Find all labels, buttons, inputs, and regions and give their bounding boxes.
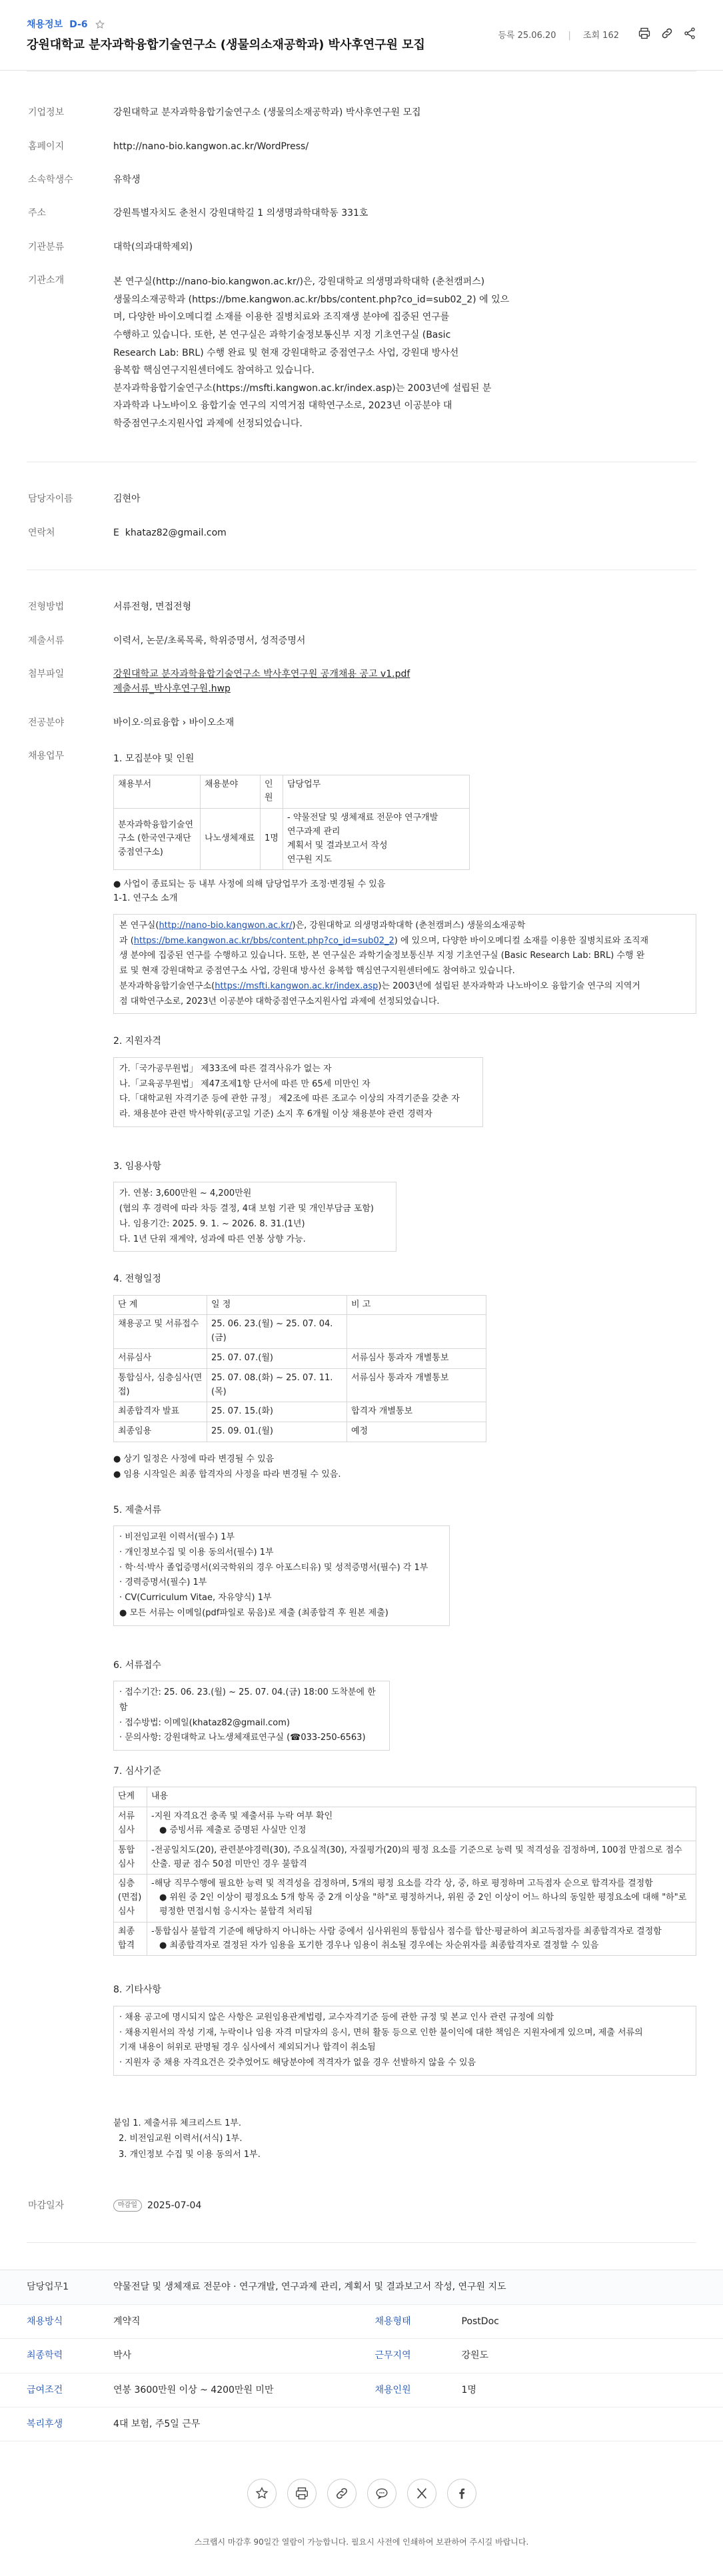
attach-label: 첨부파일: [28, 669, 65, 680]
schedule-note: ● 상기 일정은 사정에 따라 변경될 수 있음: [113, 1454, 275, 1465]
share-bar: [0, 2441, 723, 2536]
attachment-line: 2. 비전임교원 이력서(서식) 1부.: [119, 2134, 243, 2144]
s1-intro-box: [113, 914, 696, 1015]
intro-line: 본 연구실(http://nano-bio.kangwon.ac.kr/)은, 강원대학교 의생명과학대학 (춘천캠퍼스): [113, 276, 485, 288]
s5-box: [113, 1525, 450, 1626]
term-line: 나. 임용기간: 2025. 9. 1. ~ 2026. 8. 31.(1년): [119, 1218, 305, 1229]
table-cell: 합격자 개별통보: [347, 1402, 486, 1422]
intro-line: 융복합 핵심연구지원센터에도 참여하고 있습니다.: [113, 365, 315, 376]
homepage-label: 홈페이지: [28, 141, 65, 152]
term-line: 다. 1년 단위 재계약, 성과에 따른 연봉 상향 가능.: [119, 1234, 306, 1244]
method-label: 전형방법: [28, 602, 65, 613]
x-icon[interactable]: [407, 2479, 436, 2508]
apply-line: · 접수방법: 이메일(khataz82@gmail.com): [119, 1717, 290, 1728]
misc-line: · 채용지원서의 작성 기재, 누락이나 임용 자격 미달자의 응시, 면허 활동 등으로 인한 불이익에 대한 책임은 지원자에게 있으며, 제출 서류의: [119, 2027, 643, 2038]
intro-text: 료 및 현재 강원대학교 중점연구소 사업, 강원대 방사선 융복합 핵심연구지원센터에도 참여하고 있습니다.: [119, 966, 515, 977]
table-row: [114, 1368, 486, 1402]
criteria-table: [113, 1787, 696, 1956]
duty-line: - 약물전달 및 생체재료 전문야 연구개발: [287, 813, 438, 823]
institute-link[interactable]: https://msfti.kangwon.ac.kr/index.asp: [215, 981, 378, 991]
table-row: [114, 1402, 486, 1422]
manager-value: 김현아: [113, 494, 141, 505]
doc-line: ● 모든 서류는 이메일(pdf파일로 묶음)로 제출 (최종합격 후 원본 제출): [119, 1607, 388, 1618]
attachment-line: 3. 개인정보 수집 및 이용 동의서 1부.: [119, 2149, 261, 2160]
count-cell: 1명: [261, 809, 283, 870]
summary-duty-value: 약물전달 및 생체재료 전문야 · 연구개발, 연구과제 관리, 계획서 및 결과보고서 작성, 연구원 지도: [113, 2282, 506, 2293]
term-line: 가. 연봉: 3,600만원 ~ 4,200만원: [119, 1188, 252, 1199]
table-cell: 25. 09. 01.(월): [207, 1422, 347, 1442]
docs-label: 제출서류: [28, 635, 65, 646]
table-cell: 서류심사 통과자 개별통보: [347, 1368, 486, 1402]
summary-form-key: 채용형태: [374, 2316, 411, 2327]
summary-method-value: 계약직: [113, 2316, 141, 2327]
print-icon[interactable]: [287, 2479, 317, 2508]
duties-cell: [283, 809, 470, 870]
intro-text: 점 대학연구소로, 2023년 이공분야 대학중점연구소지원사업 과제에 선정되었습니다.: [119, 996, 440, 1007]
summary-method-key: 채용방식: [27, 2316, 63, 2327]
qual-line: 나.「교육공무원법」 제47조제1항 단서에 따른 만 65세 미만인 자: [119, 1078, 370, 1089]
s1-note: ● 사업이 종료되는 등 내부 사정에 의해 담당업무가 조정·변경될 수 있음: [113, 879, 386, 890]
misc-line: · 채용 공고에 명시되지 않은 사항은 교원임용관계법령, 교수자격기준 등에 관한 규정 및 본교 인사 관련 규정에 의함: [119, 2012, 554, 2022]
table-cell: 채용공고 및 서류접수: [114, 1315, 207, 1349]
duty-line: 연구원 지도: [287, 854, 332, 865]
table-row: [114, 1807, 696, 1841]
intro-line: 생물의소재공학과 (https://bme.kangwon.ac.kr/bbs/content.php?co_id=sub02_2) 에 있으: [113, 294, 510, 305]
intro-text: [113, 273, 696, 432]
link-icon[interactable]: [327, 2479, 357, 2508]
term-line: (협의 후 경력에 따라 차등 결정, 4대 보험 기관 및 개인부담금 포함): [119, 1204, 374, 1214]
type-value: 유학생: [113, 174, 141, 185]
table-cell: 통합심사, 심층심사(면접): [114, 1368, 207, 1402]
lab-link[interactable]: http://nano-bio.kangwon.ac.kr/: [159, 920, 293, 931]
table-header: 비 고: [347, 1295, 486, 1315]
s7-title: 7. 심사기준: [113, 1766, 161, 1777]
summary-region-key: 근무지역: [374, 2350, 411, 2361]
field-value: 바이오·의료융합 › 바이오소재: [113, 717, 235, 728]
s1-table: [113, 775, 470, 871]
intro-text: )은, 강원대학교 의생명과학대학 (춘천캠퍼스) 생물의소재공학: [292, 920, 526, 931]
attachment-line: 붙임 1. 제출서류 체크리스트 1부.: [113, 2118, 242, 2128]
misc-line: 기재 내용이 허위로 판명될 경우 심사에서 제외되거나 합격이 취소됨: [119, 2042, 376, 2053]
intro-line: 자과학과 나노바이오 융합기술 연구의 지역거점 대학연구소로, 2023년 이공분야 대: [113, 400, 452, 412]
s1-sub: 1-1. 연구소 소개: [113, 893, 178, 904]
criteria-line: ● 증빙서류 제출로 증명된 사실만 인정: [159, 1825, 307, 1836]
attachment-link-hwp[interactable]: 제출서류_박사후연구원.hwp: [113, 683, 231, 695]
org-info-section: [27, 72, 696, 462]
table-cell: 최종합격: [114, 1922, 147, 1956]
deadline-tag: 마감일: [113, 2200, 142, 2212]
table-header: 채용분야: [201, 775, 261, 809]
table-row: [114, 1922, 696, 1956]
summary-edu-key: 최종학력: [27, 2350, 63, 2361]
address-value: 강원특별자치도 춘천시 강원대학길 1 의생명과학대학동 331호: [113, 208, 368, 219]
summary-section: [0, 2270, 723, 2441]
share-icon[interactable]: [683, 27, 696, 45]
criteria-line: ● 최종합격자로 결정된 자가 임용을 포기한 경우나 임용이 취소될 경우에는 차순위자를 최종합격자로 결정할 수 있음: [159, 1940, 599, 1950]
table-cell: [347, 1315, 486, 1349]
contact-section: [27, 462, 696, 570]
summary-hire-key: 채용인원: [374, 2384, 411, 2395]
field-cell: 나노생체재료: [201, 809, 261, 870]
table-row: [114, 1349, 486, 1369]
summary-welfare-key: 복리후생: [27, 2418, 63, 2429]
doc-line: · 비전임교원 이력서(필수) 1부: [119, 1532, 235, 1543]
summary-welfare-value: 4대 보험, 주5일 근무: [113, 2418, 201, 2429]
table-header: 채용부서: [114, 775, 201, 809]
facebook-icon[interactable]: [447, 2479, 476, 2508]
table-row: [114, 1841, 696, 1875]
attachment-list: [113, 2116, 696, 2162]
intro-text: 생 분야에 집중된 연구를 수행하고 있습니다. 또한, 본 연구실은 과학기술정보통신부 지정 기초연구실 (Basic Research Lab: BRL) 수행 완: [119, 951, 645, 961]
table-cell: 최종임용: [114, 1422, 207, 1442]
doc-line: · CV(Curriculum Vitae, 자유양식) 1부: [119, 1593, 272, 1603]
doc-line: · 학·석·박사 졸업증명서(외국학위의 경우 아포스티유) 및 성적증명서(필수) 각 1부: [119, 1562, 428, 1573]
intro-line: Research Lab: BRL) 수행 완료 및 현재 강원대학교 중점연구소 사업, 강원대 방사선: [113, 347, 459, 358]
schedule-table: [113, 1295, 486, 1442]
intro-line: 학중점연구소지원사업 과제에 선정되었습니다.: [113, 418, 303, 429]
s3-box: [113, 1182, 396, 1252]
kakao-icon[interactable]: [367, 2479, 396, 2508]
link-icon[interactable]: [660, 27, 674, 45]
intro-line: 며, 다양한 바이오메디컬 소재를 이용한 질병치료와 조직재생 분야에 집중된 연구를: [113, 312, 450, 323]
kind-label: 기관분류: [28, 241, 65, 252]
category-label[interactable]: 채용정보: [27, 19, 63, 30]
summary-region-value: 강원도: [461, 2350, 489, 2361]
duty-label: 채용업무: [28, 751, 65, 762]
intro-text: )는 2003년에 설립된 분자과학과 나노바이오 융합기술 연구의 지역거: [378, 981, 640, 991]
table-header: 담당업무: [283, 775, 470, 809]
table-cell: 25. 07. 08.(화) ~ 25. 07. 11. (목): [207, 1368, 347, 1402]
table-cell: 25. 06. 23.(월) ~ 25. 07. 04.(금): [207, 1315, 347, 1349]
table-header: 일 정: [207, 1295, 347, 1315]
table-cell: 예정: [347, 1422, 486, 1442]
table-header: 단 계: [114, 1295, 207, 1315]
table-cell: 서류심사: [114, 1807, 147, 1841]
table-header: 내용: [147, 1787, 696, 1807]
criteria-line: ● 위원 중 2인 이상이 평정요소 5개 항목 중 2개 이상을 "하"로 평정하거나, 위원 중 2인 이상이 어느 하나의 동일한 평정요소에 대해 "하"로 평정한 면접시험 응시자는 불합격 처리됨: [159, 1893, 687, 1917]
misc-line: · 지원자 중 채용 자격요건은 갖추었어도 해당분야에 적격자가 없을 경우 선발하지 않을 수 있음: [119, 2058, 476, 2068]
recruit-section: [27, 570, 696, 2243]
table-cell: 통합심사: [114, 1841, 147, 1875]
table-row: [114, 1315, 486, 1349]
kind-value: 대학(의과대학제외): [113, 241, 193, 252]
table-cell: 25. 07. 07.(월): [207, 1349, 347, 1369]
intro-text: 본 연구실(: [119, 920, 159, 931]
qual-line: 라. 채용분야 관련 박사학위(공고일 기준) 소지 후 6개월 이상 채용분야 관련 경력자: [119, 1109, 432, 1120]
view-count: 162: [602, 30, 619, 41]
criteria-line: -해당 직무수행에 필요한 능력 및 적격성을 검정하며, 5개의 평정 요소를 각각 상, 중, 하로 평정하며 고득점자 순으로 합격자를 결정함: [151, 1879, 653, 1889]
duty-line: 계획서 및 결과보고서 작성: [287, 840, 388, 851]
apply-line: · 문의사항: 강원대학교 나노생체재료연구실 (☎033-250-6563): [119, 1733, 366, 1743]
s2-box: [113, 1057, 483, 1127]
criteria-line: -지원 자격요건 충족 및 제출서류 누락 여부 확인: [151, 1811, 333, 1822]
s4-title: 4. 전형일정: [113, 1274, 161, 1285]
table-header: 인원: [261, 775, 283, 809]
table-row: [114, 1875, 696, 1922]
s2-title: 2. 지원자격: [113, 1036, 161, 1047]
email-prefix: E: [113, 527, 119, 538]
intro-line: 분자과학융합기술연구소(https://msfti.kangwon.ac.kr/index.asp)는 2003년에 설립된 분: [113, 382, 492, 394]
deadline-value: 2025-07-04: [147, 2200, 202, 2212]
contact-label: 연락처: [28, 527, 55, 538]
criteria-line: -전공일치도(20), 관련분야경력(30), 주요실적(30), 자질평가(20)의 평정 요소를 기준으로 능력 및 적격성을 검정하며, 100점 만점으로 점수 산출. 평균 점수 50점 미만인 경우 불합격: [151, 1845, 682, 1869]
table-cell: 서류심사 통과자 개별통보: [347, 1349, 486, 1369]
table-cell: 최종합격자 발표: [114, 1402, 207, 1422]
duty-content: [113, 749, 696, 2162]
apply-line: · 접수기간: 25. 06. 23.(월) ~ 25. 07. 04.(금) 18:00 도착분에 한함: [119, 1687, 376, 1713]
summary-pay-key: 급여조건: [27, 2384, 63, 2395]
print-icon[interactable]: [638, 27, 651, 45]
post-body: [27, 71, 696, 2243]
qual-line: 다.「대학교원 자격기준 등에 관한 규정」 제2조에 따른 조교수 이상의 자격기준을 갖춘 자: [119, 1094, 460, 1104]
s6-title: 6. 서류접수: [113, 1659, 161, 1671]
footer-note: 스크랩시 마감후 90일간 열람이 가능합니다. 필요시 사전에 인쇄하여 보관하여 주시길 바랍니다.: [194, 2537, 529, 2547]
dday-badge: D-6: [69, 19, 88, 30]
star-icon[interactable]: [95, 19, 105, 30]
summary-hire-value: 1명: [461, 2384, 476, 2395]
intro-text: 분자과학융합기술연구소(: [119, 981, 215, 991]
manager-label: 담당자이름: [28, 494, 73, 505]
table-header: 단계: [114, 1787, 147, 1807]
post-header: [0, 0, 723, 71]
criteria-line: -통합심사 불합격 기준에 해당하지 아니하는 사람 중에서 심사위원의 통합심사 점수를 합산·평균하여 최고득점자를 최종합격자로 결정함: [151, 1926, 662, 1936]
org-label: 기업정보: [28, 107, 65, 119]
dept-cell: 분자과학융합기술연구소 (한국연구재단 중점연구소): [114, 809, 201, 870]
doc-line: · 개인정보수집 및 이용 동의서(필수) 1부: [119, 1547, 274, 1557]
intro-text: 과 (: [119, 935, 134, 946]
duty-line: 연구과제 관리: [287, 827, 341, 837]
s3-title: 3. 임용사항: [113, 1160, 161, 1172]
type-label: 소속학생수: [28, 174, 73, 185]
summary-form-value: PostDoc: [461, 2316, 499, 2327]
table-cell: 서류심사: [114, 1349, 207, 1369]
attachment-link-pdf[interactable]: 강원대학교 분자과학융합기술연구소 박사후연구원 공개채용 공고 v1.pdf: [113, 669, 410, 680]
reg-label: 등록: [498, 30, 515, 41]
schedule-note: ● 임용 시작일은 최종 합격자의 사정을 따라 변경될 수 있음.: [113, 1470, 341, 1480]
summary-duty-key: 담당업무1: [27, 2282, 69, 2293]
docs-value: 이력서, 논문/초록목록, 학위증명서, 성적증명서: [113, 635, 306, 646]
view-label: 조회: [582, 30, 600, 41]
table-row: [114, 1422, 486, 1442]
dept-link[interactable]: https://bme.kangwon.ac.kr/bbs/content.php?co_id=sub02_2: [133, 935, 394, 946]
email-value[interactable]: khataz82@gmail.com: [125, 527, 227, 538]
summary-pay-value: 연봉 3600만원 이상 ~ 4200만원 미만: [113, 2384, 274, 2395]
deadline-label: 마감일자: [28, 2200, 65, 2212]
page-title: 강원대학교 분자과학융합기술연구소 (생물의소재공학과) 박사후연구원 모집: [27, 38, 425, 53]
s6-box: [113, 1681, 390, 1751]
homepage-value[interactable]: http://nano-bio.kangwon.ac.kr/WordPress/: [113, 141, 309, 152]
method-value: 서류전형, 면접전형: [113, 602, 192, 613]
address-label: 주소: [28, 208, 47, 219]
s1-title: 1. 모집분야 및 인원: [113, 753, 195, 765]
field-label: 전공분야: [28, 717, 65, 728]
star-icon[interactable]: [247, 2479, 277, 2508]
summary-edu-value: 박사: [113, 2350, 132, 2361]
s8-box: [113, 2006, 696, 2076]
intro-line: 수행하고 있습니다. 또한, 본 연구실은 과학기술정보통신부 지정 기초연구실 (Basic: [113, 329, 451, 340]
qual-line: 가.「국가공무원법」 제33조에 따른 결격사유가 없는 자: [119, 1063, 332, 1074]
post-meta: 등록 25.06.20 | 조회 162: [498, 27, 696, 45]
s8-title: 8. 기타사항: [113, 1984, 161, 1996]
intro-text: ) 에 있으며, 다양한 바이오메디컬 소재를 이용한 질병치료와 조직재: [394, 935, 649, 946]
reg-date: 25.06.20: [517, 30, 556, 41]
intro-label: 기관소개: [28, 275, 65, 286]
table-cell: 심층(면접)심사: [114, 1875, 147, 1922]
doc-line: · 경력증명서(필수) 1부: [119, 1577, 207, 1588]
s5-title: 5. 제출서류: [113, 1504, 161, 1515]
table-cell: 25. 07. 15.(화): [207, 1402, 347, 1422]
org-value: 강원대학교 분자과학융합기술연구소 (생물의소재공학과) 박사후연구원 모집: [113, 107, 421, 119]
